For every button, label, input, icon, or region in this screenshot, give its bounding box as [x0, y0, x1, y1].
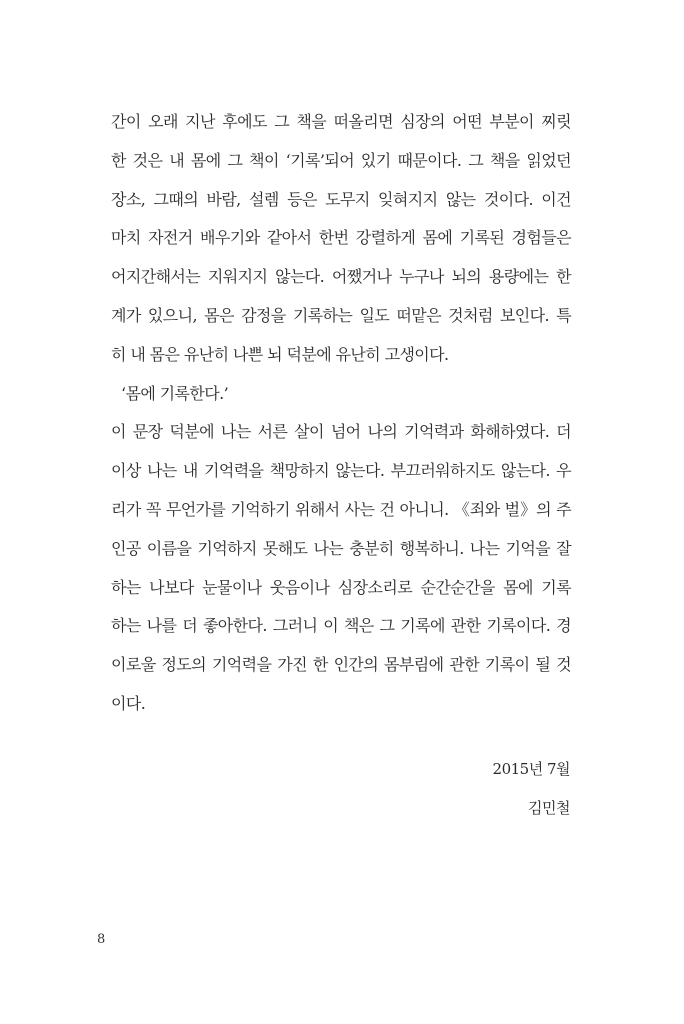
- text-line: 인공 이름을 기억하지 못해도 나는 충분히 행복하니. 나는 기억을 잘: [111, 538, 571, 558]
- signature-author: 김민철: [528, 799, 570, 817]
- text-line: 마치 자전거 배우기와 같아서 한번 강렬하게 몸에 기록된 경험들은: [111, 228, 571, 248]
- text-line: 간이 오래 지난 후에도 그 책을 떠올리면 심장의 어떤 부분이 찌릿: [111, 112, 571, 131]
- text-line: 이로울 정도의 기억력을 가진 한 인간의 몸부림에 관한 기록이 될 것: [111, 655, 571, 675]
- text-line: 한 것은 내 몸에 그 책이 ‘기록’되어 있기 때문이다. 그 책을 읽었던: [111, 150, 571, 170]
- page-number: 8: [97, 932, 106, 947]
- text-line: 이 문장 덕분에 나는 서른 살이 넘어 나의 기억력과 화해하였다. 더: [111, 422, 571, 442]
- text-line: 장소, 그때의 바람, 설렘 등은 도무지 잊혀지지 않는 것이다. 이건: [111, 189, 571, 209]
- text-line: 하는 나를 더 좋아한다. 그러니 이 책은 그 기록에 관한 기록이다. 경: [111, 616, 571, 636]
- text-line: 계가 있으니, 몸은 감정을 기록하는 일도 떠맡은 것처럼 보인다. 특: [111, 305, 571, 325]
- text-line: 이상 나는 내 기억력을 책망하지 않는다. 부끄러워하지도 않는다. 우: [111, 461, 571, 481]
- text-line: 이다.: [111, 693, 146, 713]
- text-line: 리가 꼭 무언가를 기억하기 위해서 사는 건 아니니. 《죄와 벌》의 주: [111, 499, 571, 519]
- quote-line: ‘몸에 기록한다.’: [121, 383, 229, 403]
- signature-date: 2015년 7월: [492, 760, 570, 778]
- text-line: 히 내 몸은 유난히 나쁜 뇌 덕분에 유난히 고생이다.: [111, 344, 449, 364]
- text-line: 어지간해서는 지워지지 않는다. 어쨌거나 누구나 뇌의 용량에는 한: [111, 267, 571, 287]
- text-line: 하는 나보다 눈물이나 웃음이나 심장소리로 순간순간을 몸에 기록: [111, 577, 571, 597]
- body-text: [111, 103, 571, 724]
